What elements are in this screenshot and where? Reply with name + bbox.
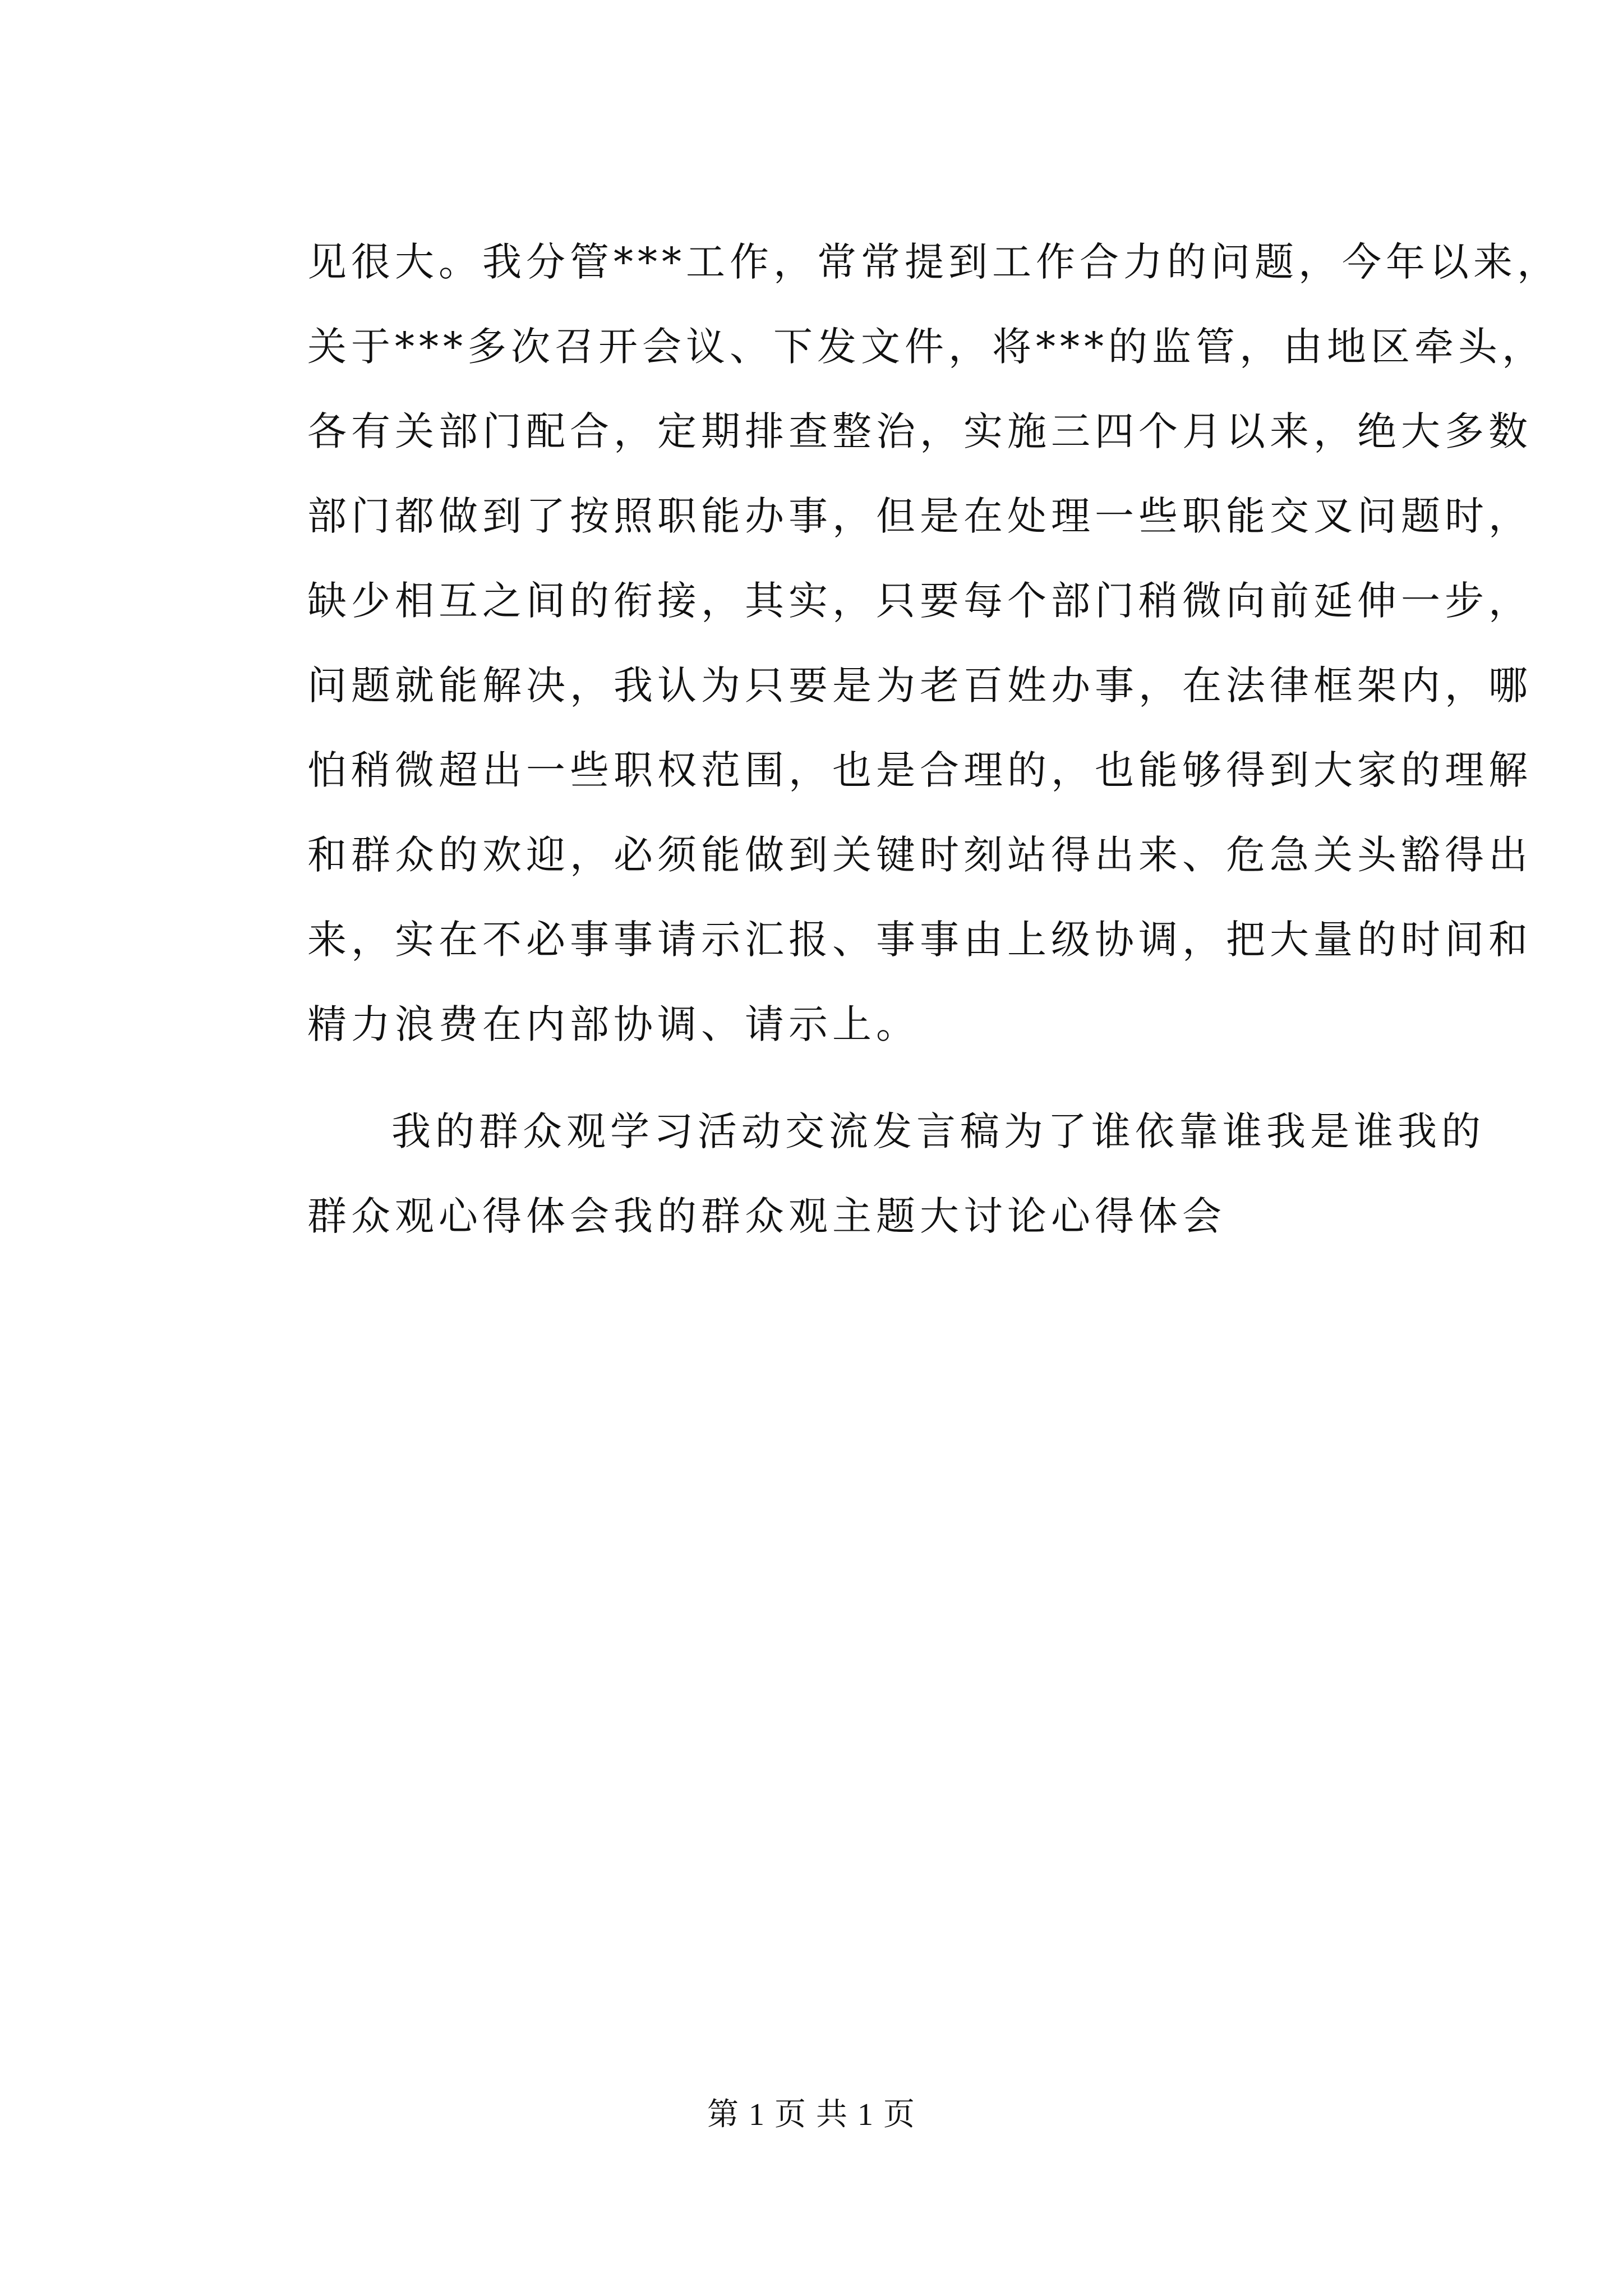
text-line: 我的群众观学习活动交流发言稿为了谁依靠谁我是谁我的 [391, 1108, 1485, 1154]
paragraph-1 [307, 220, 1561, 1067]
text-line: 见很大。我分管***工作，常常提到工作合力的问题，今年以来， [307, 239, 1561, 285]
text-line: 怕稍微超出一些职权范围，也是合理的，也能够得到大家的理解 [307, 747, 1532, 793]
text-line: 群众观心得体会我的群众观主题大讨论心得体会 [307, 1193, 1226, 1239]
text-line: 和群众的欢迎，必须能做到关键时刻站得出来、危急关头豁得出 [307, 832, 1532, 878]
text-line: 问题就能解决，我认为只要是为老百姓办事，在法律框架内，哪 [307, 662, 1532, 708]
document-body [307, 220, 1561, 1259]
text-line: 来，实在不必事事请示汇报、事事由上级协调，把大量的时间和 [307, 917, 1532, 963]
paragraph-2 [307, 1089, 1485, 1259]
text-line: 部门都做到了按照职能办事，但是在处理一些职能交叉问题时， [307, 493, 1532, 539]
text-line: 精力浪费在内部协调、请示上。 [307, 1001, 920, 1047]
paragraph-spacer [307, 1067, 1423, 1089]
text-line: 关于***多次召开会议、下发文件，将***的监管，由地区牵头， [307, 324, 1546, 370]
text-line: 各有关部门配合，定期排查整治，实施三四个月以来，绝大多数 [307, 408, 1532, 454]
page-number-footer: 第 1 页 共 1 页 [707, 2097, 916, 2132]
text-line: 缺少相互之间的衔接，其实，只要每个部门稍微向前延伸一步， [307, 578, 1532, 624]
